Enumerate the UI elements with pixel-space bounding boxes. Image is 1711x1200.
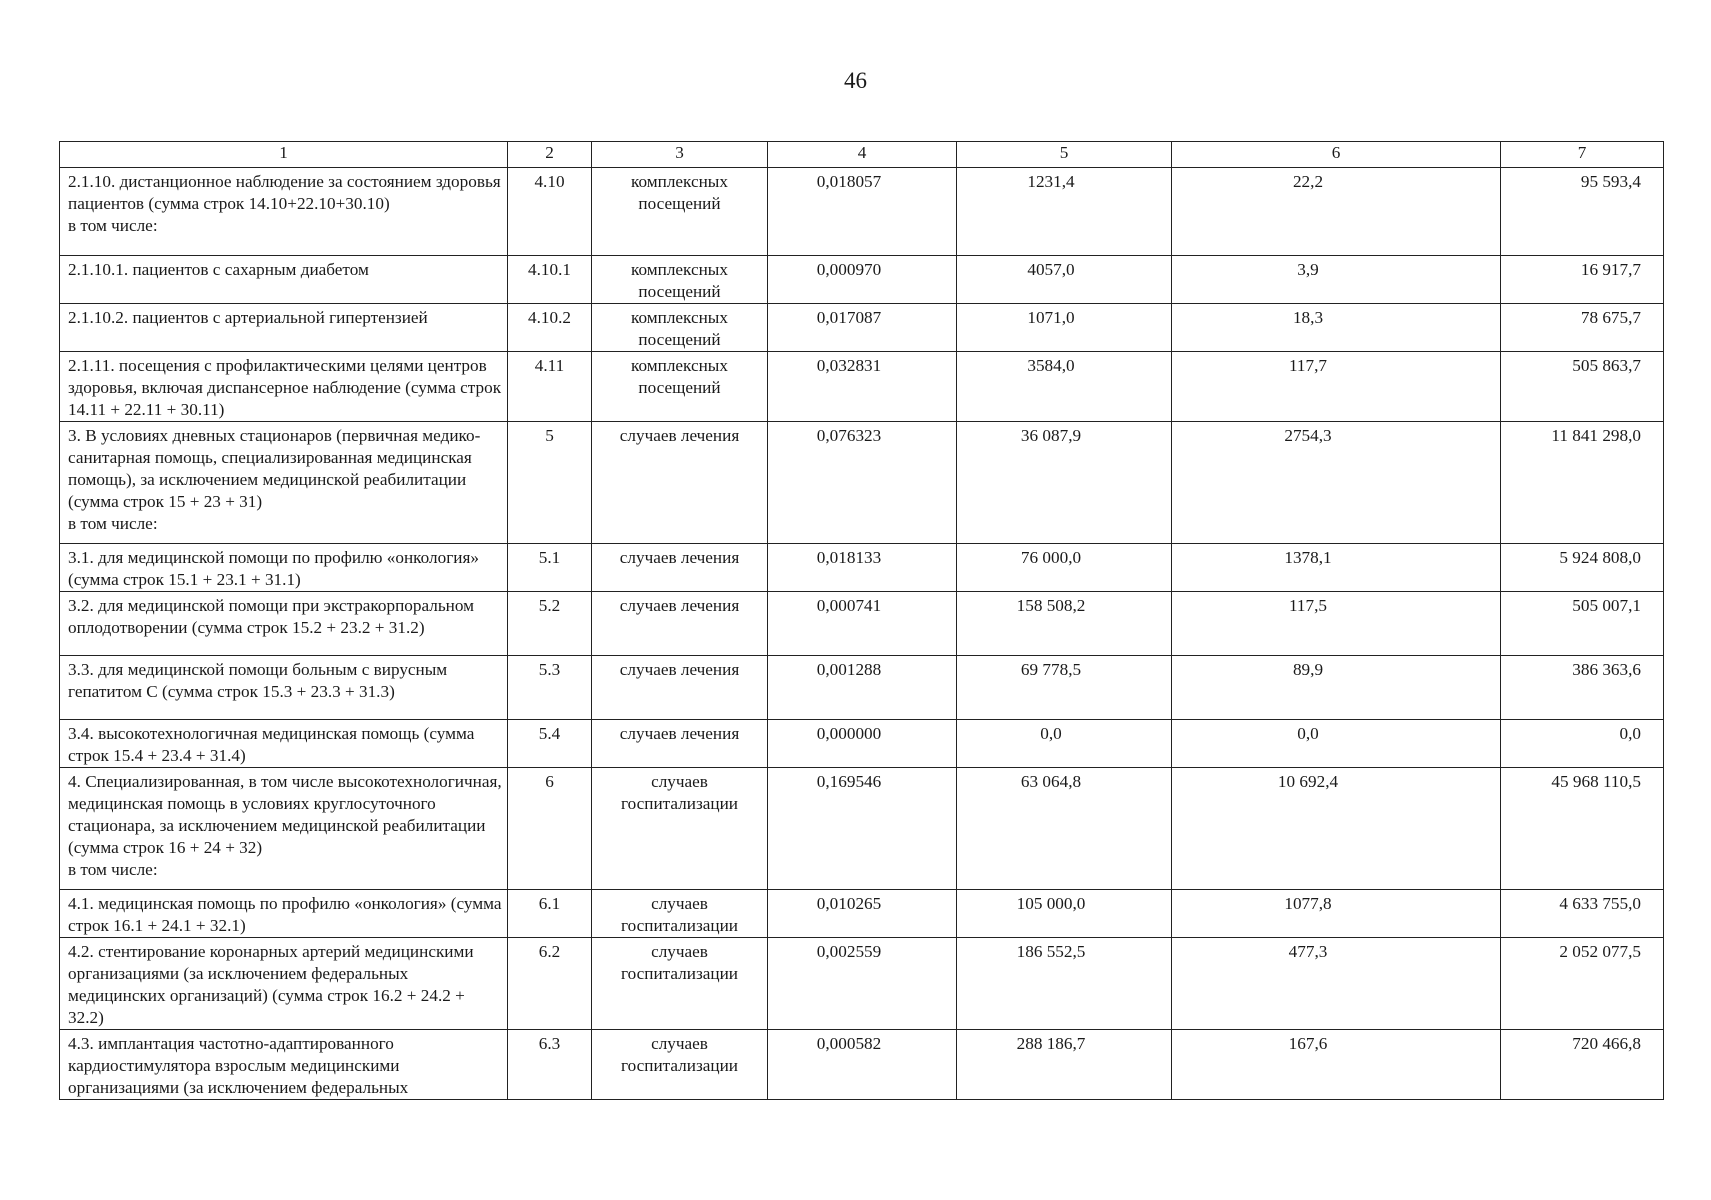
row-unit: комплексных посещений [592, 168, 768, 256]
row-value-6: 1077,8 [1172, 890, 1501, 938]
row-value-4: 0,169546 [768, 768, 957, 890]
row-value-5: 36 087,9 [957, 422, 1172, 544]
row-description: 4.2. стентирование коронарных артерий медицинскими организациями (за исключением федеральных медицинских организаций) (сумма строк 16.2 + 24.2 + 32.2) [60, 938, 508, 1030]
table-header-row [60, 142, 1664, 168]
row-value-7: 78 675,7 [1501, 304, 1664, 352]
row-value-5: 63 064,8 [957, 768, 1172, 890]
row-description: 3.2. для медицинской помощи при экстракорпоральном оплодотворении (сумма строк 15.2 + 23.2 + 31.2) [60, 592, 508, 656]
row-value-5: 186 552,5 [957, 938, 1172, 1030]
row-value-6: 2754,3 [1172, 422, 1501, 544]
row-value-6: 18,3 [1172, 304, 1501, 352]
row-value-5: 1071,0 [957, 304, 1172, 352]
row-value-7: 720 466,8 [1501, 1030, 1664, 1100]
row-description: 3.3. для медицинской помощи больным с вирусным гепатитом С (сумма строк 15.3 + 23.3 + 31.3) [60, 656, 508, 720]
row-description: 2.1.10. дистанционное наблюдение за состоянием здоровья пациентов (сумма строк 14.10+22.10+30.10) в том числе: [60, 168, 508, 256]
row-value-7: 16 917,7 [1501, 256, 1664, 304]
statistics-table [59, 141, 1664, 1100]
header-cell: 5 [957, 142, 1172, 168]
row-code: 5 [508, 422, 592, 544]
row-unit: случаев лечения [592, 656, 768, 720]
row-value-6: 3,9 [1172, 256, 1501, 304]
table-row [60, 656, 1664, 720]
table-row [60, 938, 1664, 1030]
table-row [60, 768, 1664, 890]
row-value-4: 0,018133 [768, 544, 957, 592]
table-row [60, 544, 1664, 592]
row-description: 2.1.10.2. пациентов с артериальной гипертензией [60, 304, 508, 352]
row-code: 4.10 [508, 168, 592, 256]
row-unit: комплексных посещений [592, 256, 768, 304]
row-value-5: 288 186,7 [957, 1030, 1172, 1100]
row-value-6: 89,9 [1172, 656, 1501, 720]
row-code: 5.3 [508, 656, 592, 720]
table-row [60, 304, 1664, 352]
row-value-7: 4 633 755,0 [1501, 890, 1664, 938]
table-row [60, 422, 1664, 544]
table-row [60, 720, 1664, 768]
row-value-4: 0,002559 [768, 938, 957, 1030]
row-value-4: 0,018057 [768, 168, 957, 256]
row-value-5: 4057,0 [957, 256, 1172, 304]
row-unit: комплексных посещений [592, 304, 768, 352]
row-description: 2.1.10.1. пациентов с сахарным диабетом [60, 256, 508, 304]
row-code: 5.1 [508, 544, 592, 592]
row-value-6: 117,7 [1172, 352, 1501, 422]
table-body [60, 142, 1664, 1100]
row-value-5: 3584,0 [957, 352, 1172, 422]
row-unit: случаев госпитализации [592, 1030, 768, 1100]
row-value-7: 5 924 808,0 [1501, 544, 1664, 592]
row-value-7: 386 363,6 [1501, 656, 1664, 720]
row-code: 6.2 [508, 938, 592, 1030]
row-description: 4.3. имплантация частотно-адаптированного кардиостимулятора взрослым медицинскими организациями (за исключением федеральных [60, 1030, 508, 1100]
row-value-4: 0,000582 [768, 1030, 957, 1100]
row-unit: случаев госпитализации [592, 768, 768, 890]
row-unit: случаев госпитализации [592, 890, 768, 938]
row-value-4: 0,000970 [768, 256, 957, 304]
row-value-4: 0,001288 [768, 656, 957, 720]
row-value-4: 0,017087 [768, 304, 957, 352]
row-code: 5.4 [508, 720, 592, 768]
table-row [60, 592, 1664, 656]
row-value-4: 0,010265 [768, 890, 957, 938]
header-cell: 7 [1501, 142, 1664, 168]
row-value-6: 117,5 [1172, 592, 1501, 656]
row-description: 3.4. высокотехнологичная медицинская помощь (сумма строк 15.4 + 23.4 + 31.4) [60, 720, 508, 768]
table-row [60, 256, 1664, 304]
row-code: 6 [508, 768, 592, 890]
table-row [60, 1030, 1664, 1100]
row-value-7: 45 968 110,5 [1501, 768, 1664, 890]
row-value-5: 76 000,0 [957, 544, 1172, 592]
row-value-7: 0,0 [1501, 720, 1664, 768]
row-value-5: 158 508,2 [957, 592, 1172, 656]
row-value-6: 0,0 [1172, 720, 1501, 768]
row-value-7: 95 593,4 [1501, 168, 1664, 256]
header-cell: 4 [768, 142, 957, 168]
header-cell: 1 [60, 142, 508, 168]
row-value-5: 105 000,0 [957, 890, 1172, 938]
row-description: 4.1. медицинская помощь по профилю «онкология» (сумма строк 16.1 + 24.1 + 32.1) [60, 890, 508, 938]
table-row [60, 890, 1664, 938]
row-value-6: 22,2 [1172, 168, 1501, 256]
page-number: 46 [844, 68, 867, 93]
row-value-6: 167,6 [1172, 1030, 1501, 1100]
row-value-5: 1231,4 [957, 168, 1172, 256]
row-value-6: 477,3 [1172, 938, 1501, 1030]
row-value-7: 2 052 077,5 [1501, 938, 1664, 1030]
row-unit: случаев госпитализации [592, 938, 768, 1030]
table-row [60, 352, 1664, 422]
row-unit: случаев лечения [592, 422, 768, 544]
row-value-4: 0,000000 [768, 720, 957, 768]
row-code: 6.1 [508, 890, 592, 938]
row-value-7: 505 863,7 [1501, 352, 1664, 422]
row-value-6: 10 692,4 [1172, 768, 1501, 890]
row-unit: комплексных посещений [592, 352, 768, 422]
row-unit: случаев лечения [592, 720, 768, 768]
row-value-6: 1378,1 [1172, 544, 1501, 592]
row-value-4: 0,032831 [768, 352, 957, 422]
row-description: 4. Специализированная, в том числе высокотехнологичная, медицинская помощь в условиях круглосуточного стационара, за исключением медицинской реабилитации (сумма строк 16 + 24 + 32) в том числе: [60, 768, 508, 890]
row-code: 4.10.1 [508, 256, 592, 304]
row-unit: случаев лечения [592, 544, 768, 592]
row-code: 4.11 [508, 352, 592, 422]
row-value-5: 69 778,5 [957, 656, 1172, 720]
row-description: 2.1.11. посещения с профилактическими целями центров здоровья, включая диспансерное наблюдение (сумма строк 14.11 + 22.11 + 30.11) [60, 352, 508, 422]
header-cell: 2 [508, 142, 592, 168]
row-value-7: 505 007,1 [1501, 592, 1664, 656]
row-unit: случаев лечения [592, 592, 768, 656]
row-code: 5.2 [508, 592, 592, 656]
row-value-4: 0,000741 [768, 592, 957, 656]
table-row [60, 168, 1664, 256]
row-code: 4.10.2 [508, 304, 592, 352]
row-value-5: 0,0 [957, 720, 1172, 768]
header-cell: 6 [1172, 142, 1501, 168]
header-cell: 3 [592, 142, 768, 168]
row-value-4: 0,076323 [768, 422, 957, 544]
row-description: 3.1. для медицинской помощи по профилю «онкология» (сумма строк 15.1 + 23.1 + 31.1) [60, 544, 508, 592]
row-value-7: 11 841 298,0 [1501, 422, 1664, 544]
row-description: 3. В условиях дневных стационаров (первичная медико-санитарная помощь, специализированная медицинская помощь), за исключением медицинской реабилитации (сумма строк 15 + 23 + 31) в том числе: [60, 422, 508, 544]
row-code: 6.3 [508, 1030, 592, 1100]
